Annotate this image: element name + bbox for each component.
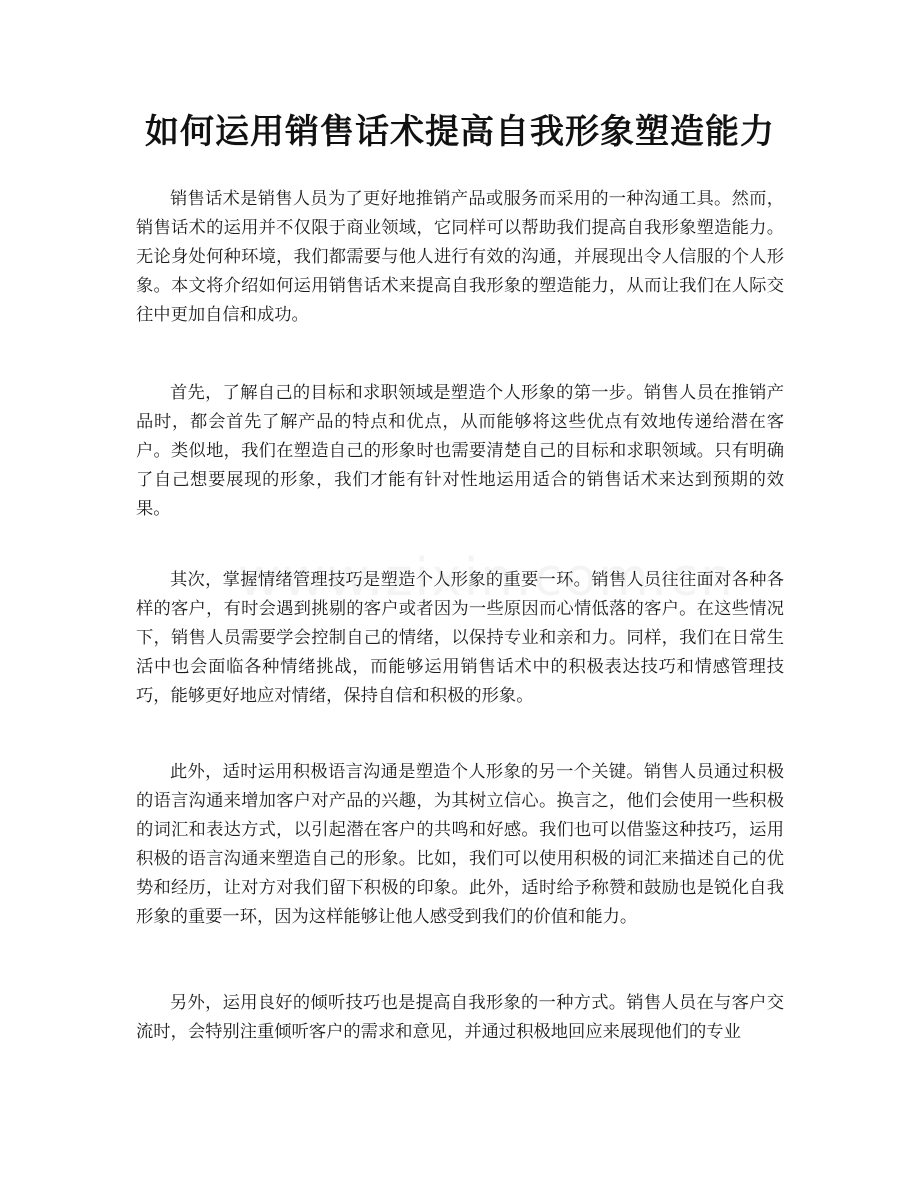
paragraph-3: 其次，掌握情绪管理技巧是塑造个人形象的重要一环。销售人员往往面对各种各样的客户，有时会遇到挑剔的客户或者因为一些原因而心情低落的客户。在这些情况下，销售人员需要学会控制自己的情绪，以保持专业和亲和力。同样，我们在日常生活中也会面临各种情绪挑战，而能够运用销售话术中的积极表达技巧和情感管理技巧，能够更好地应对情绪，保持自信和积极的形象。 — [136, 570, 784, 706]
paragraph-1: 销售话术是销售人员为了更好地推销产品或服务而采用的一种沟通工具。然而，销售话术的运用并不仅限于商业领域，它同样可以帮助我们提高自我形象塑造能力。无论身处何种环境，我们都需要与他人进行有效的沟通，并展现出令人信服的个人形象。本文将介绍如何运用销售话术来提高自我形象的塑造能力，从而让我们在人际交往中更加自信和成功。 — [136, 189, 784, 325]
paragraph-5: 另外，运用良好的倾听技巧也是提高自我形象的一种方式。销售人员在与客户交流时，会特别注重倾听客户的需求和意见，并通过积极地回应来展现他们的专业 — [136, 993, 784, 1042]
document-title: 如何运用销售话术提高自我形象塑造能力 — [145, 112, 775, 152]
paragraph-4: 此外，适时运用积极语言沟通是塑造个人形象的另一个关键。销售人员通过积极的语言沟通来增加客户对产品的兴趣，为其树立信心。换言之，他们会使用一些积极的词汇和表达方式，以引起潜在客户的共鸣和好感。我们也可以借鉴这种技巧，运用积极的语言沟通来塑造自己的形象。比如，我们可以使用积极的词汇来描述自己的优势和经历，让对方对我们留下积极的印象。此外，适时给予称赞和鼓励也是锐化自我形象的重要一环，因为这样能够让他人感受到我们的价值和能力。 — [136, 762, 784, 927]
paragraph-2: 首先，了解自己的目标和求职领域是塑造个人形象的第一步。销售人员在推销产品时，都会首先了解产品的特点和优点，从而能够将这些优点有效地传递给潜在客户。类似地，我们在塑造自己的形象时也需要清楚自己的目标和求职领域。只有明确了自己想要展现的形象，我们才能有针对性地运用适合的销售话术来达到预期的效果。 — [136, 383, 784, 519]
